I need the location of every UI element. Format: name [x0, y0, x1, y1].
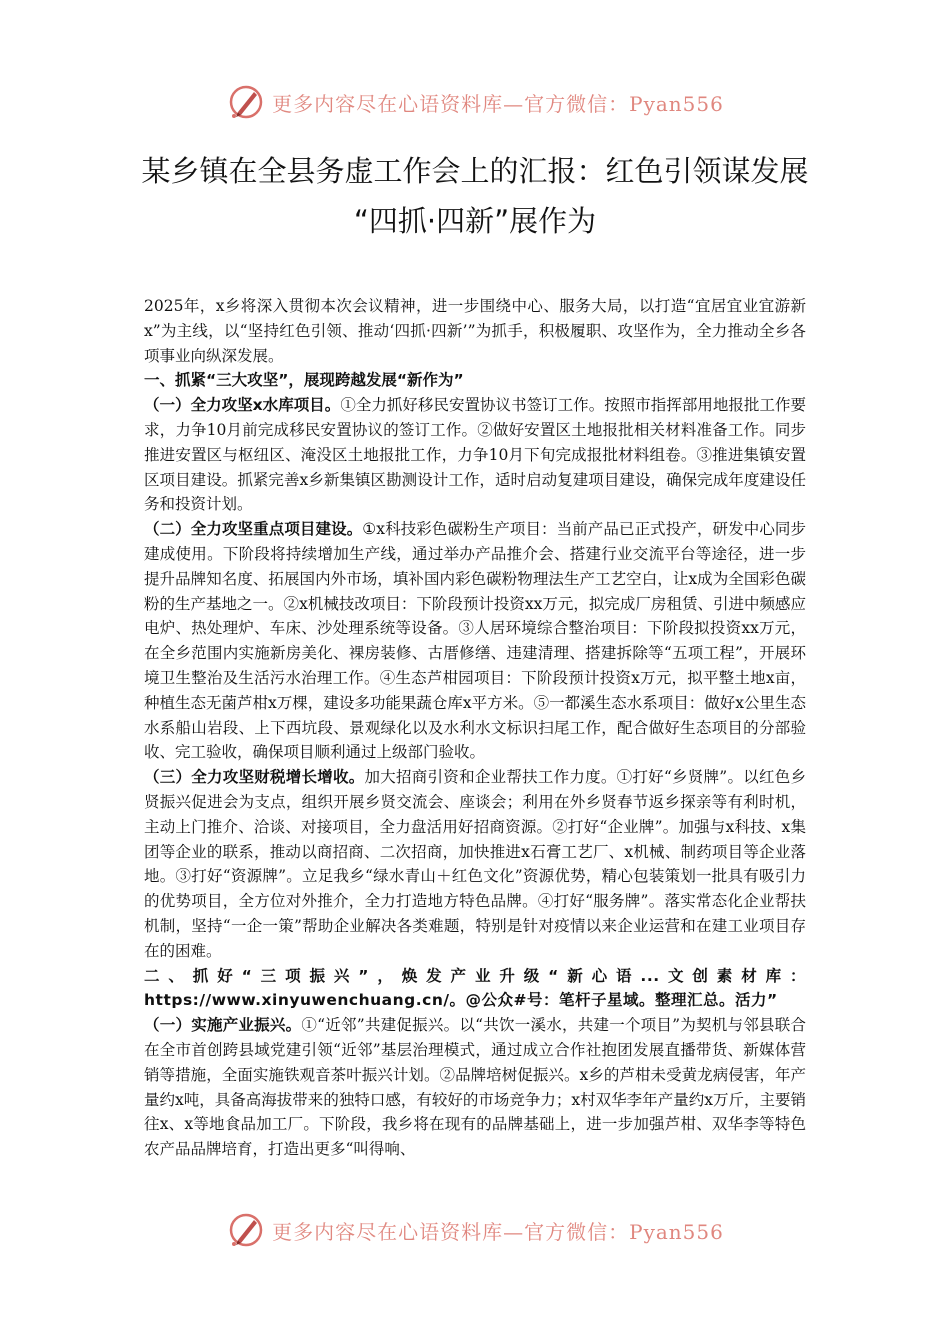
section-1-item-2 — [144, 517, 806, 765]
title-line-1: 某乡镇在全县务虚工作会上的汇报：红色引领谋发展 — [141, 154, 809, 188]
header-banner — [0, 80, 950, 124]
pen-logo-icon — [226, 82, 266, 122]
section-2-item-1-heading: （一）实施产业振兴。 — [144, 1016, 302, 1035]
section-1-item-3-heading: （三）全力攻坚财税增长增收。 — [144, 768, 365, 787]
section-1-heading: 一、抓紧“三大攻坚”，展现跨越发展“新作为” — [144, 371, 464, 390]
section-1-item-2-text: ①x科技彩色碳粉生产项目：当前产品已正式投产，研发中心同步建成使用。下阶段将持续增加生产线，通过举办产品推介会、搭建行业交流平台等途径，进一步提升品牌知名度、拓展国内外市场，填补国内彩色碳粉物理法生产工艺空白，让x成为全国彩色碳粉的生产基地之一。②x机械技改项目：下阶段预计投资xx万元，拟完成厂房租赁、引进中频感应电炉、热处理炉、车床、沙处理系统等设备。③人居环境综合整治项目：下阶段拟投资xx万元，在全乡范围内实施新房美化、裸房装修、古厝修缮、违建清理、搭建拆除等“五项工程”，开展环境卫生整治及生活污水治理工作。④生态芦柑园项目：下阶段预计投资x万元，拟平整土地x亩，种植生态无菌芦柑x万棵，建设多功能果蔬仓库x平方米。⑤一都溪生态水系项目：做好x公里生态水系船山岩段、上下西坑段、景观绿化以及水利水文标识扫尾工作，配合做好生态项目的分部验收、完工验收，确保项目顺利通过上级部门验收。 — [144, 520, 806, 762]
title-line-2: “四抓·四新”展作为 — [353, 204, 597, 238]
section-2-item-1 — [144, 1013, 806, 1162]
section-1-item-1 — [144, 393, 806, 517]
banner-text: 更多内容尽在心语资料库—官方微信：Pyan556 — [272, 1219, 724, 1244]
section-1-item-3 — [144, 765, 806, 963]
section-1-item-1-text: ①全力抓好移民安置协议书签订工作。按照市指挥部用地报批工作要求，力争10月前完成移民安置协议的签订工作。②做好安置区土地报批相关材料准备工作。同步推进安置区与枢纽区、淹没区土地报批工作，力争10月下旬完成报批材料组卷。③推进集镇安置区项目建设。抓紧完善x乡新集镇区勘测设计工作，适时启动复建项目建设，确保完成年度建设任务和投资计划。 — [144, 396, 806, 514]
section-1-item-1-heading: （一）全力攻坚x水库项目。 — [144, 396, 341, 415]
intro-paragraph: 2025年，x乡将深入贯彻本次会议精神，进一步围绕中心、服务大局，以打造“宜居宜业宜游新x”为主线，以“坚持红色引领、推动‘四抓·四新’”为抓手，积极履职、攻坚作为，全力推动全乡各项事业向纵深发展。 — [144, 297, 806, 365]
banner-text: 更多内容尽在心语资料库—官方微信：Pyan556 — [272, 91, 724, 116]
section-2-heading: 二、抓好“三项振兴”，焕发产业升级“新心语...文创素材库：https://www.xinyuwenchuang.cn/。@公众#号：笔杆子星域。整理汇总。活力” — [144, 966, 806, 1010]
document-title — [100, 146, 850, 246]
section-1-item-2-heading: （二）全力攻坚重点项目建设。 — [144, 520, 363, 539]
section-1-item-3-text: 加大招商引资和企业帮扶工作力度。①打好“乡贤牌”。以红色乡贤振兴促进会为支点，组织开展乡贤交流会、座谈会；利用在外乡贤春节返乡探亲等有利时机，主动上门推介、洽谈、对接项目，全力盘活用好招商资源。②打好“企业牌”。加强与x科技、x集团等企业的联系，推动以商招商、二次招商，加快推进x石膏工艺厂、x机械、制药项目等企业落地。③打好“资源牌”。立足我乡“绿水青山＋红色文化”资源优势，精心包装策划一批具有吸引力的优势项目，全方位对外推介，全力打造地方特色品牌。④打好“服务牌”。落实常态化企业帮扶机制，坚持“一企一策”帮助企业解决各类难题，特别是针对疫情以来企业运营和在建工业项目存在的困难。 — [144, 768, 806, 960]
footer-banner — [0, 1208, 950, 1252]
pen-logo-icon — [226, 1210, 266, 1250]
document-body — [144, 294, 806, 1162]
section-2-item-1-text: ①“近邻”共建促振兴。以“共饮一溪水，共建一个项目”为契机与邻县联合在全市首创跨县域党建引领“近邻”基层治理模式，通过成立合作社抱团发展直播带货、新媒体营销等措施，全面实施铁观音茶叶振兴计划。②品牌培树促振兴。x乡的芦柑未受黄龙病侵害，年产量约x吨，具备高海拔带来的独特口感，有较好的市场竞争力；x村双华李年产量约x万斤，主要销往x、x等地食品加工厂。下阶段，我乡将在现有的品牌基础上，进一步加强芦柑、双华李等特色农产品品牌培育，打造出更多“叫得响、 — [144, 1016, 806, 1159]
